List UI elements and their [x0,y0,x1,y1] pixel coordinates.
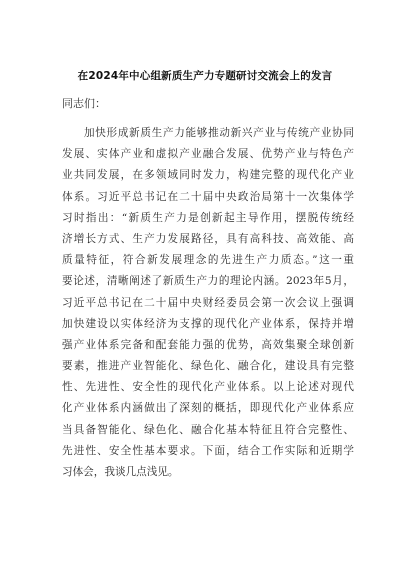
paragraph-line: 习近平总书记在二十届中央财经委员会第一次会议上强调 [62,296,354,309]
paragraph-line: 性、先进性、安全性的现代化产业体系。以上论述对现代 [62,381,354,394]
paragraph-line: 济增长方式、生产力发展路径，具有高科技、高效能、高 [62,232,354,245]
paragraph-line: 习体会，我谈几点浅见。 [62,466,179,478]
paragraph-line: 强产业体系完备和配套能力强的优势，高效集聚全球创新 [62,338,354,351]
paragraph-line: 加快建设以实体经济为支撑的现代化产业体系，保持并增 [62,317,354,330]
paragraph-line: 业共同发展，在多领域同时发力，构建完整的现代化产业 [62,169,354,182]
paragraph-line: 加快形成新质生产力能够推动新兴产业与传统产业协同 [84,127,354,139]
body-paragraph [62,123,354,483]
paragraph-line: 当具备智能化、绿色化、融合化基本特征且符合完整性、 [62,423,354,436]
salutation: 同志们： [62,97,106,110]
paragraph-line: 质量特征，符合新发展理念的先进生产力质态。”这一重 [62,254,354,267]
paragraph-line: 体系。习近平总书记在二十届中央政治局第十一次集体学 [62,190,354,203]
paragraph-line: 习时指出：“新质生产力是创新起主导作用，摆脱传统经 [62,211,354,224]
paragraph-line: 要论述，清晰阐述了新质生产力的理论内涵。2023年5月， [62,275,354,288]
paragraph-line: 要素，推进产业智能化、绿色化、融合化，建设具有完整 [62,360,354,373]
paragraph-line: 先进性、安全性基本要求。下面，结合工作实际和近期学 [62,444,354,457]
paragraph-line: 化产业体系内涵做出了深刻的概括，即现代化产业体系应 [62,402,354,415]
document-title: 在2024年中心组新质生产力专题研讨交流会上的发言 [77,70,333,82]
paragraph-line: 发展、实体产业和虚拟产业融合发展、优势产业与特色产 [62,148,354,161]
